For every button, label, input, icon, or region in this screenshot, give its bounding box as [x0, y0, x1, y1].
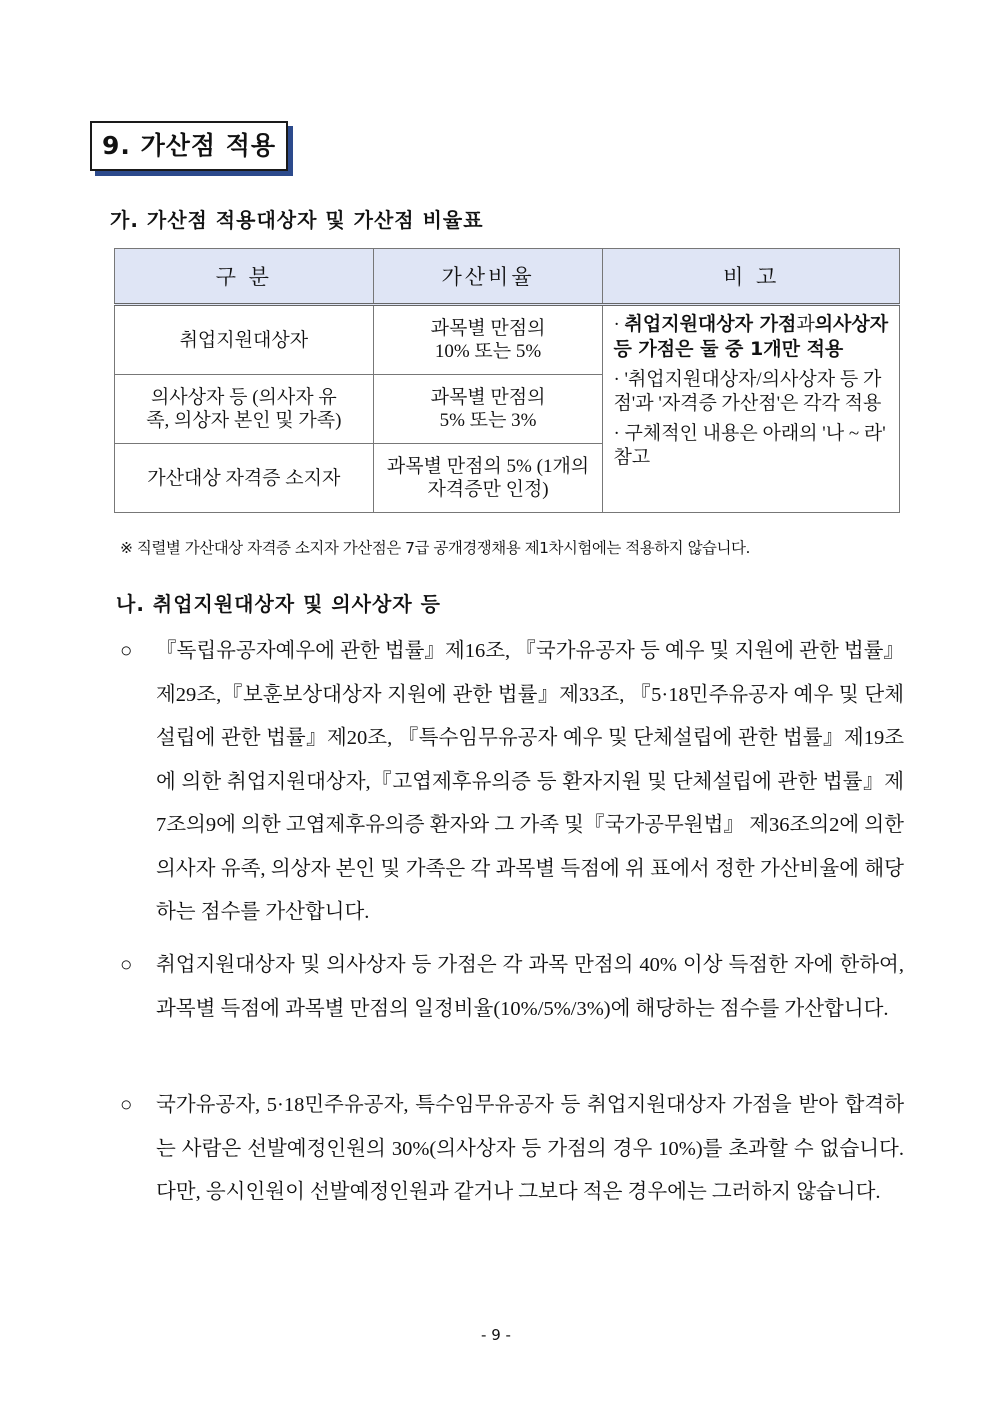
rate-cell: [373, 305, 603, 375]
paragraph-text: 『독립유공자예우에 관한 법률』제16조, 『국가유공자 등 예우 및 지원에 관한 법률』제29조,『보훈보상대상자 지원에 관한 법률』제33조, 『5·18민주유공자 예우 및 단체설립에 관한 법률』제20조, 『특수임무유공자 예우 및 단체설립에 관한 법률』제19조에 의한 취업지원대상자,『고엽제후유의증 등 환자지원 및 단체설립에 관한 법률』제7조의9에 의한 고엽제후유의증 환자와 그 가족 및『국가공무원법』 제36조의2에 의한 의사자 유족, 의상자 본인 및 가족은 각 과목별 득점에 위 표에서 정한 가산비율에 해당하는 점수를 가산합니다.: [156, 640, 904, 923]
note-item: · 구체적인 내용은 아래의 '나 ~ 라' 참고: [613, 423, 886, 468]
bonus-rate-table: [114, 248, 900, 513]
subsection-a-heading: 가. 가산점 적용대상자 및 가산점 비율표: [110, 208, 484, 232]
note-cell: [603, 305, 900, 513]
paragraph: [120, 630, 904, 935]
header-category: 구 분: [115, 249, 374, 305]
rate-cell: [373, 375, 603, 444]
paragraph-text: 국가유공자, 5·18민주유공자, 특수임무유공자 등 취업지원대상자 가점을 받아 합격하는 사람은 선발예정인원의 30%(의사상자 등 가점의 경우 10%)를 초과할 수 없습니다. 다만, 응시인원이 선발예정인원과 같거나 그보다 적은 경우에는 그러하지 않습니다.: [156, 1094, 904, 1203]
rate-cell: [373, 444, 603, 513]
category-cell: [115, 375, 374, 444]
paragraph: [120, 1084, 904, 1215]
page-number: - 9 -: [481, 1326, 511, 1344]
rate-text: 과목별 만점의 10% 또는 5%: [430, 318, 546, 362]
category-cell: 가산대상 자격증 소지자: [115, 444, 374, 513]
table-header-row: [115, 249, 900, 305]
header-note: 비 고: [603, 249, 900, 305]
subsection-b-heading: 나. 취업지원대상자 및 의사상자 등: [116, 592, 441, 616]
note-item: · 취업지원대상자 가점과의사상자 등 가점은 둘 중 1개만 적용: [613, 313, 889, 360]
rate-text: 과목별 만점의 5% 또는 3%: [430, 387, 546, 431]
category-text: 의사상자 등 (의사자 유족, 의상자 본인 및 가족): [146, 387, 342, 431]
note-item: · '취업지원대상자/의사상자 등 가점'과 '자격증 가산점'은 각각 적용: [613, 369, 882, 414]
section-title: 9. 가산점 적용: [90, 121, 288, 171]
circle-bullet-icon: ○: [120, 640, 133, 662]
paragraph: [120, 944, 904, 1031]
note-bold-text: 취업지원대상자 가점: [624, 313, 797, 335]
category-cell: 취업지원대상자: [115, 305, 374, 375]
header-rate: 가산비율: [373, 249, 603, 305]
circle-bullet-icon: ○: [120, 954, 133, 976]
table-row: [115, 305, 900, 375]
rate-text: 과목별 만점의 5% (1개의 자격증만 인정): [386, 456, 590, 500]
note-bold-text: 의사상자 등 가점은 둘 중 1개만 적용: [613, 313, 889, 360]
paragraph-text: 취업지원대상자 및 의사상자 등 가점은 각 과목 만점의 40% 이상 득점한 자에 한하여, 과목별 득점에 과목별 만점의 일정비율(10%/5%/3%)에 해당하는 점수를 가산합니다.: [156, 954, 904, 1020]
table-footnote: ※ 직렬별 가산대상 자격증 소지자 가산점은 7급 공개경쟁채용 제1차시험에는 적용하지 않습니다.: [120, 539, 750, 557]
circle-bullet-icon: ○: [120, 1094, 133, 1116]
